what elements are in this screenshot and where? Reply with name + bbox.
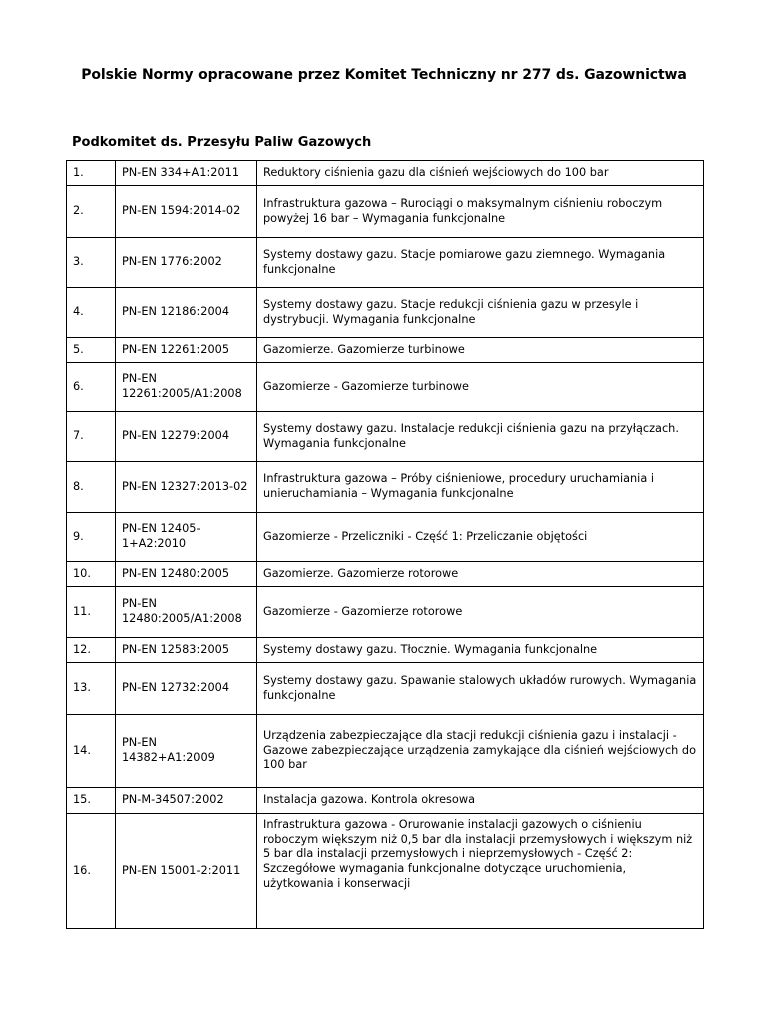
norm-code: PN-EN 12583:2005 [116,638,257,663]
norm-code: PN-EN 12327:2013-02 [116,462,257,513]
norm-description: Gazomierze. Gazomierze turbinowe [257,338,704,363]
section-subtitle: Podkomitet ds. Przesyłu Paliw Gazowych [72,135,372,150]
norm-description: Gazomierze - Gazomierze turbinowe [257,363,704,412]
table-row [67,462,704,513]
table-row [67,288,704,338]
row-number: 15. [67,788,116,814]
table-row [67,562,704,587]
table-row [67,338,704,363]
norm-description: Instalacja gazowa. Kontrola okresowa [257,788,704,814]
norm-description: Gazomierze - Przeliczniki - Część 1: Przeliczanie objętości [257,513,704,562]
norm-code: PN-EN 12279:2004 [116,412,257,462]
norm-description: Systemy dostawy gazu. Stacje pomiarowe gazu ziemnego. Wymagania funkcjonalne [257,238,704,288]
table-row [67,715,704,788]
row-number: 13. [67,663,116,715]
norm-code: PN-EN 12405-1+A2:2010 [116,513,257,562]
table-row [67,788,704,814]
norm-code: PN-EN 15001-2:2011 [116,814,257,929]
norm-description: Reduktory ciśnienia gazu dla ciśnień wejściowych do 100 bar [257,161,704,186]
norm-description: Systemy dostawy gazu. Spawanie stalowych układów rurowych. Wymagania funkcjonalne [257,663,704,715]
row-number: 1. [67,161,116,186]
norm-description: Infrastruktura gazowa - Orurowanie instalacji gazowych o ciśnieniu roboczym większym niż 0,5 bar dla instalacji przemysłowych i większym niż 5 bar dla instalacji przemysłowych i nieprzemysłowych - Część 2: Szczegółowe wymagania funkcjonalne dotyczące uruchomienia, użytkowania i konserwacji [257,814,704,929]
norm-description: Systemy dostawy gazu. Instalacje redukcji ciśnienia gazu na przyłączach. Wymagania funkcjonalne [257,412,704,462]
row-number: 14. [67,715,116,788]
norm-code: PN-EN 12261:2005 [116,338,257,363]
row-number: 8. [67,462,116,513]
norm-description: Urządzenia zabezpieczające dla stacji redukcji ciśnienia gazu i instalacji - Gazowe zabezpieczające urządzenia zamykające dla ciśnień wejściowych do 100 bar [257,715,704,788]
table-row [67,186,704,238]
norm-code: PN-EN 12186:2004 [116,288,257,338]
table-row [67,587,704,638]
row-number: 5. [67,338,116,363]
norm-description: Systemy dostawy gazu. Tłocznie. Wymagania funkcjonalne [257,638,704,663]
table-row [67,814,704,929]
table-row [67,513,704,562]
row-number: 4. [67,288,116,338]
norm-code: PN-EN 12480:2005/A1:2008 [116,587,257,638]
norm-description: Gazomierze. Gazomierze rotorowe [257,562,704,587]
norm-code: PN-EN 1594:2014-02 [116,186,257,238]
row-number: 10. [67,562,116,587]
row-number: 3. [67,238,116,288]
page-title: Polskie Normy opracowane przez Komitet Techniczny nr 277 ds. Gazownictwa [81,67,687,83]
norm-description: Infrastruktura gazowa – Rurociągi o maksymalnym ciśnieniu roboczym powyżej 16 bar – Wymagania funkcjonalne [257,186,704,238]
row-number: 7. [67,412,116,462]
norm-code: PN-EN 12261:2005/A1:2008 [116,363,257,412]
table-row [67,161,704,186]
norm-code: PN-EN 14382+A1:2009 [116,715,257,788]
table-row [67,663,704,715]
norm-description: Gazomierze - Gazomierze rotorowe [257,587,704,638]
norm-description: Systemy dostawy gazu. Stacje redukcji ciśnienia gazu w przesyle i dystrybucji. Wymagania funkcjonalne [257,288,704,338]
row-number: 6. [67,363,116,412]
norm-code: PN-M-34507:2002 [116,788,257,814]
norms-table [66,160,704,929]
row-number: 11. [67,587,116,638]
row-number: 2. [67,186,116,238]
norm-code: PN-EN 12480:2005 [116,562,257,587]
norm-code: PN-EN 1776:2002 [116,238,257,288]
norm-code: PN-EN 12732:2004 [116,663,257,715]
row-number: 9. [67,513,116,562]
row-number: 16. [67,814,116,929]
norm-code: PN-EN 334+A1:2011 [116,161,257,186]
norm-description: Infrastruktura gazowa – Próby ciśnieniowe, procedury uruchamiania i unieruchamiania – Wymagania funkcjonalne [257,462,704,513]
table-row [67,238,704,288]
table-row [67,638,704,663]
table-row [67,363,704,412]
row-number: 12. [67,638,116,663]
table-row [67,412,704,462]
